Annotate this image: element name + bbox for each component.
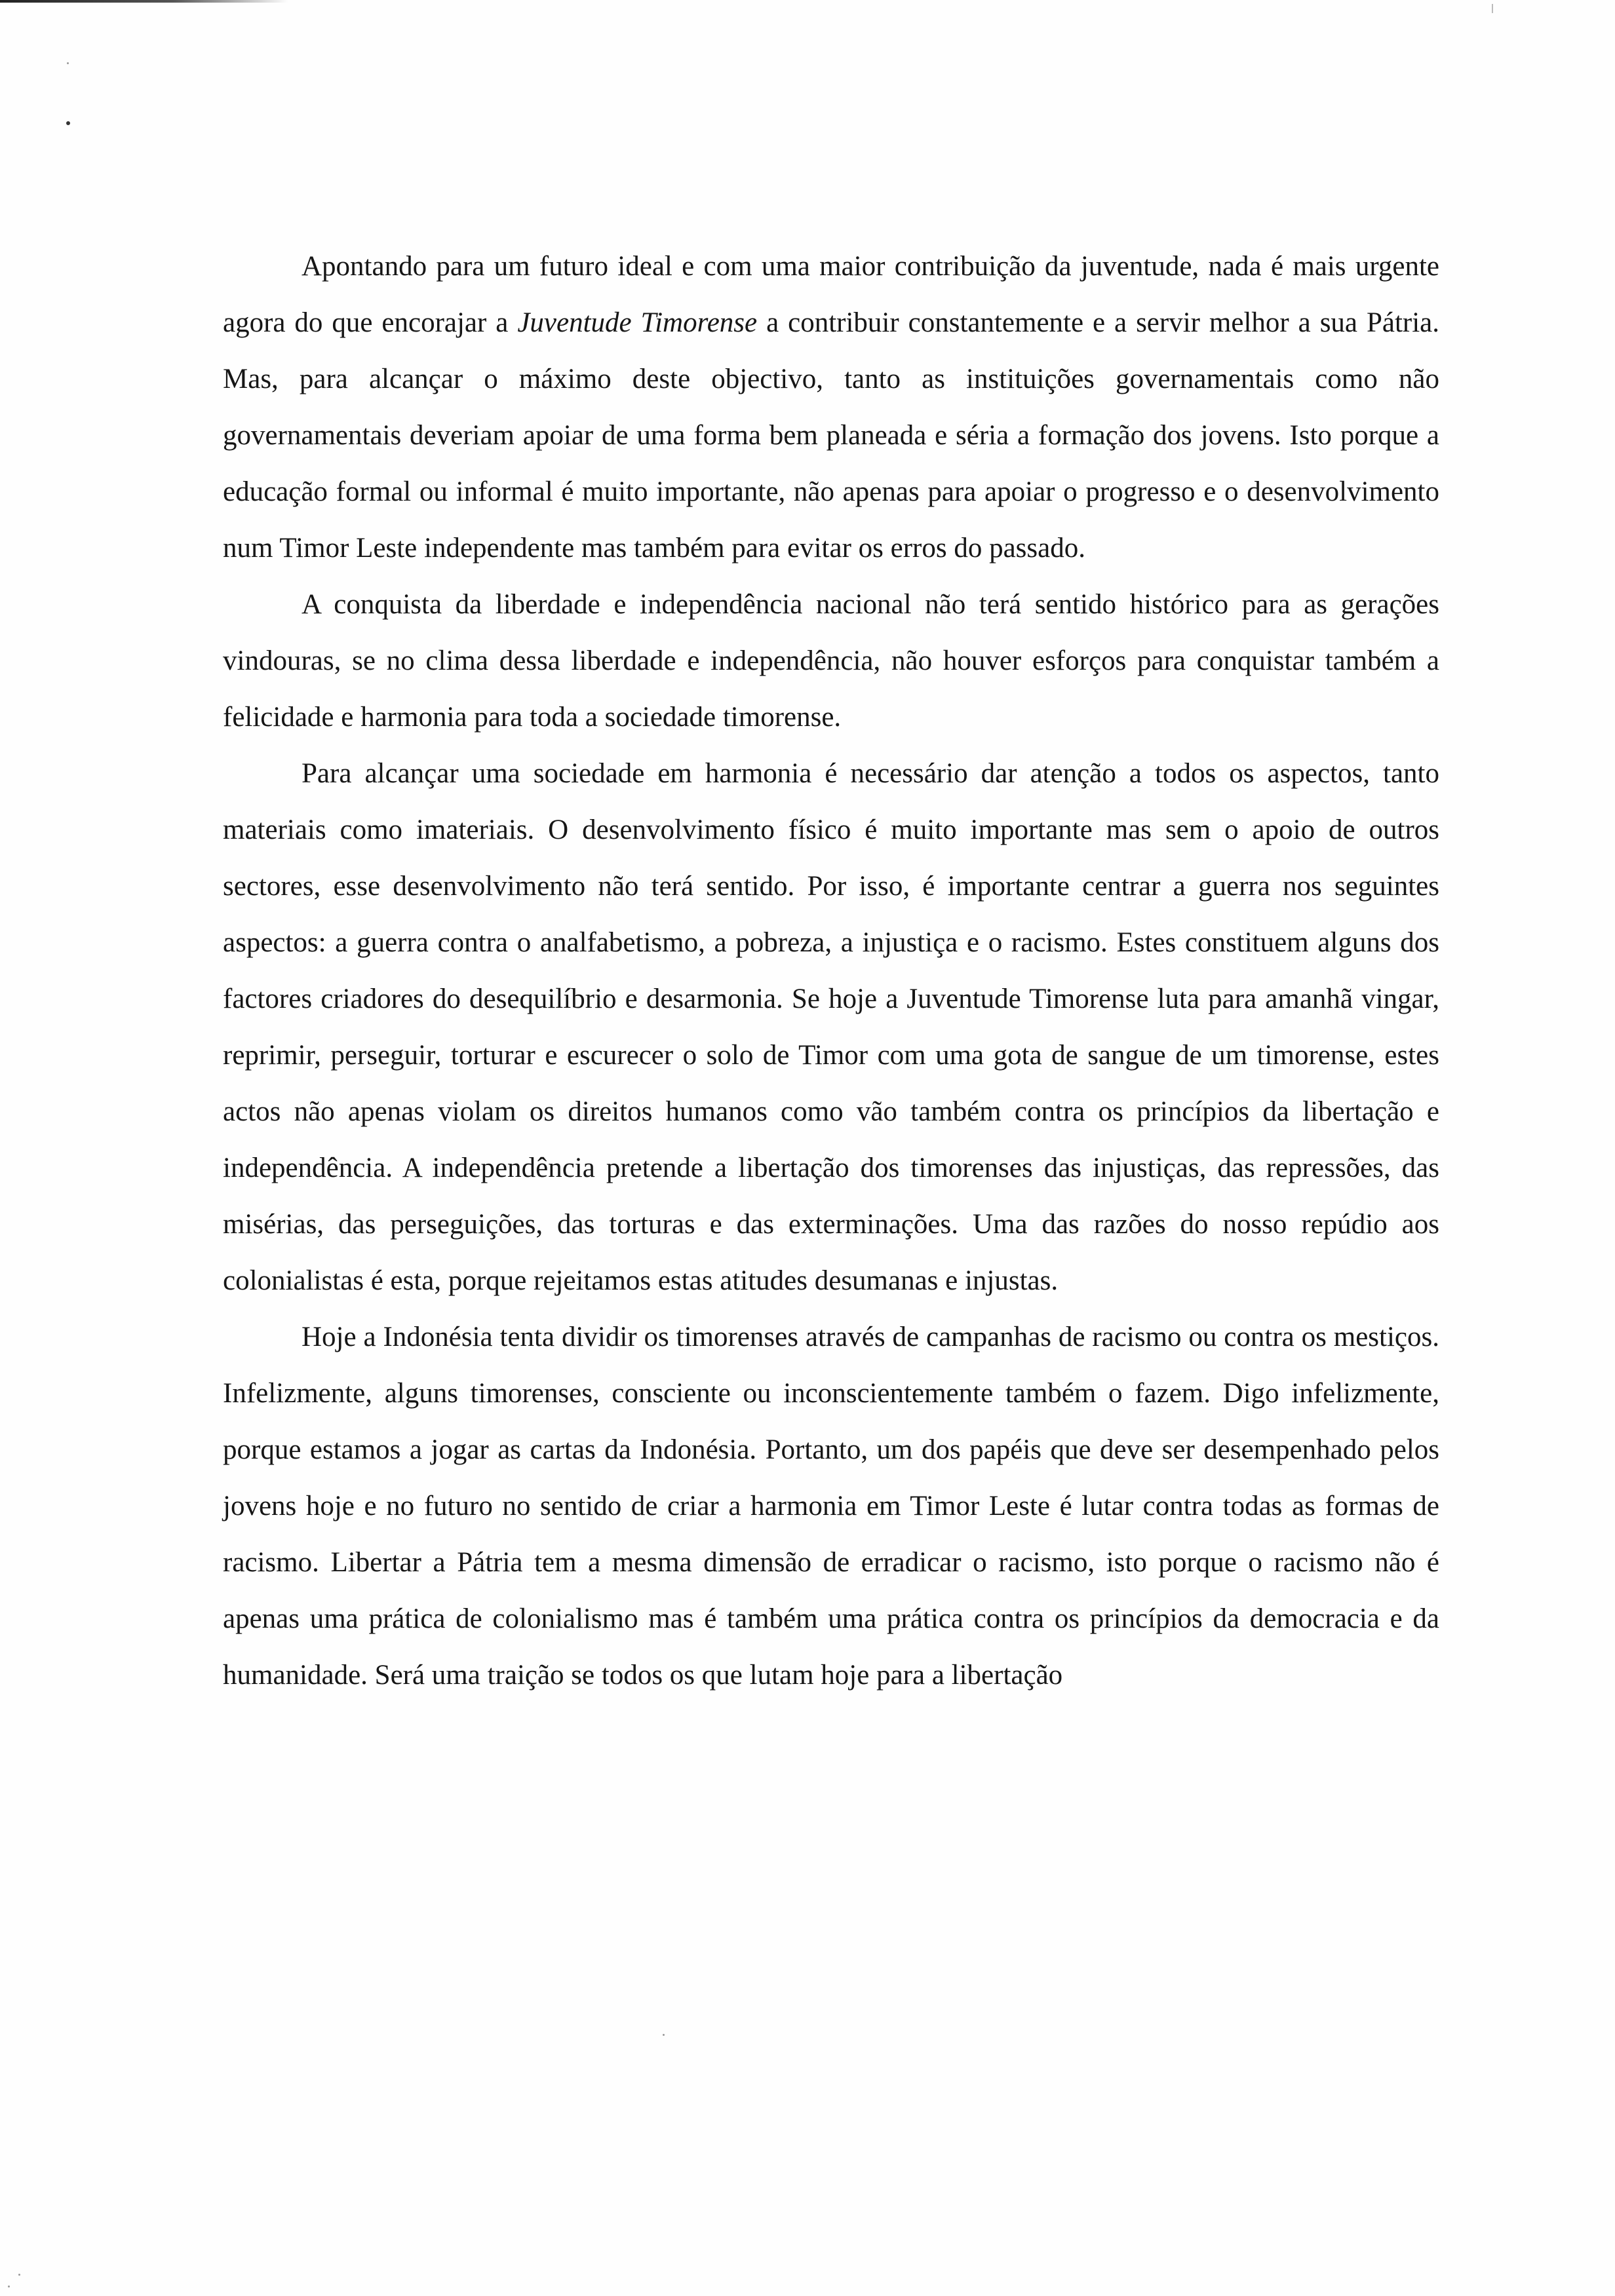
scan-speck (1492, 4, 1493, 13)
paragraph-4: Hoje a Indonésia tenta dividir os timorenses através de campanhas de racismo ou contra os mestiços. Infelizmente, alguns timorenses, consciente ou inconscientemente também o fazem. Digo infelizmente, porque estamos a jogar as cartas da Indonésia. Portanto, um dos papéis que deve ser desempenhado pelos jovens hoje e no futuro no sentido de criar a harmonia em Timor Leste é lutar contra todas as formas de racismo. Libertar a Pátria tem a mesma dimensão de erradicar o racismo, isto porque o racismo não é apenas uma prática de colonialismo mas é também uma prática contra os princípios da democracia e da humanidade. Será uma traição se todos os que lutam hoje para a libertação (223, 1322, 1439, 1691)
scan-speck (66, 121, 70, 125)
scan-speck (67, 62, 69, 64)
paragraph-1-part-1: Apontando para um futuro ideal e com uma maior contribuição da juventude, nada é mais urgente agora do que encorajar a (223, 251, 1439, 338)
document-body (223, 239, 1439, 1704)
paragraph-1-part-3: a contribuir constantemente e a servir melhor a sua Pátria. Mas, para alcançar o máximo deste objectivo, tanto as instituições governamentais como não governamentais deveriam apoiar de uma forma bem planeada e séria a formação dos jovens. Isto porque a educação formal ou informal é muito importante, não apenas para apoiar o progresso e o desenvolvimento num Timor Leste independente mas também para evitar os erros do passado. (223, 307, 1439, 564)
paragraph-3: Para alcançar uma sociedade em harmonia é necessário dar atenção a todos os aspectos, tanto materiais como imateriais. O desenvolvimento físico é muito importante mas sem o apoio de outros sectores, esse desenvolvimento não terá sentido. Por isso, é importante centrar a guerra nos seguintes aspectos: a guerra contra o analfabetismo, a pobreza, a injustiça e o racismo. Estes constituem alguns dos factores criadores do desequilíbrio e desarmonia. Se hoje a Juventude Timorense luta para amanhã vingar, reprimir, perseguir, torturar e escurecer o solo de Timor com uma gota de sangue de um timorense, estes actos não apenas violam os direitos humanos como vão também contra os princípios da libertação e independência. A independência pretende a libertação dos timorenses das injustiças, das repressões, das misérias, das perseguições, das torturas e das exterminações. Uma das razões do nosso repúdio aos colonialistas é esta, porque rejeitamos estas atitudes desumanas e injustas. (223, 758, 1439, 1296)
paragraph-1 (223, 239, 1439, 577)
paragraph-2: A conquista da liberdade e independência nacional não terá sentido histórico para as gerações vindouras, se no clima dessa liberdade e independência, não houver esforços para conquistar também a felicidade e harmonia para toda a sociedade timorense. (223, 589, 1439, 733)
paragraph-1-italic-term: Juventude Timorense (517, 307, 758, 338)
scan-speck (18, 2274, 20, 2276)
scan-speck (8, 2286, 10, 2287)
scan-speck (663, 2034, 665, 2036)
scan-edge-mark (0, 0, 288, 3)
